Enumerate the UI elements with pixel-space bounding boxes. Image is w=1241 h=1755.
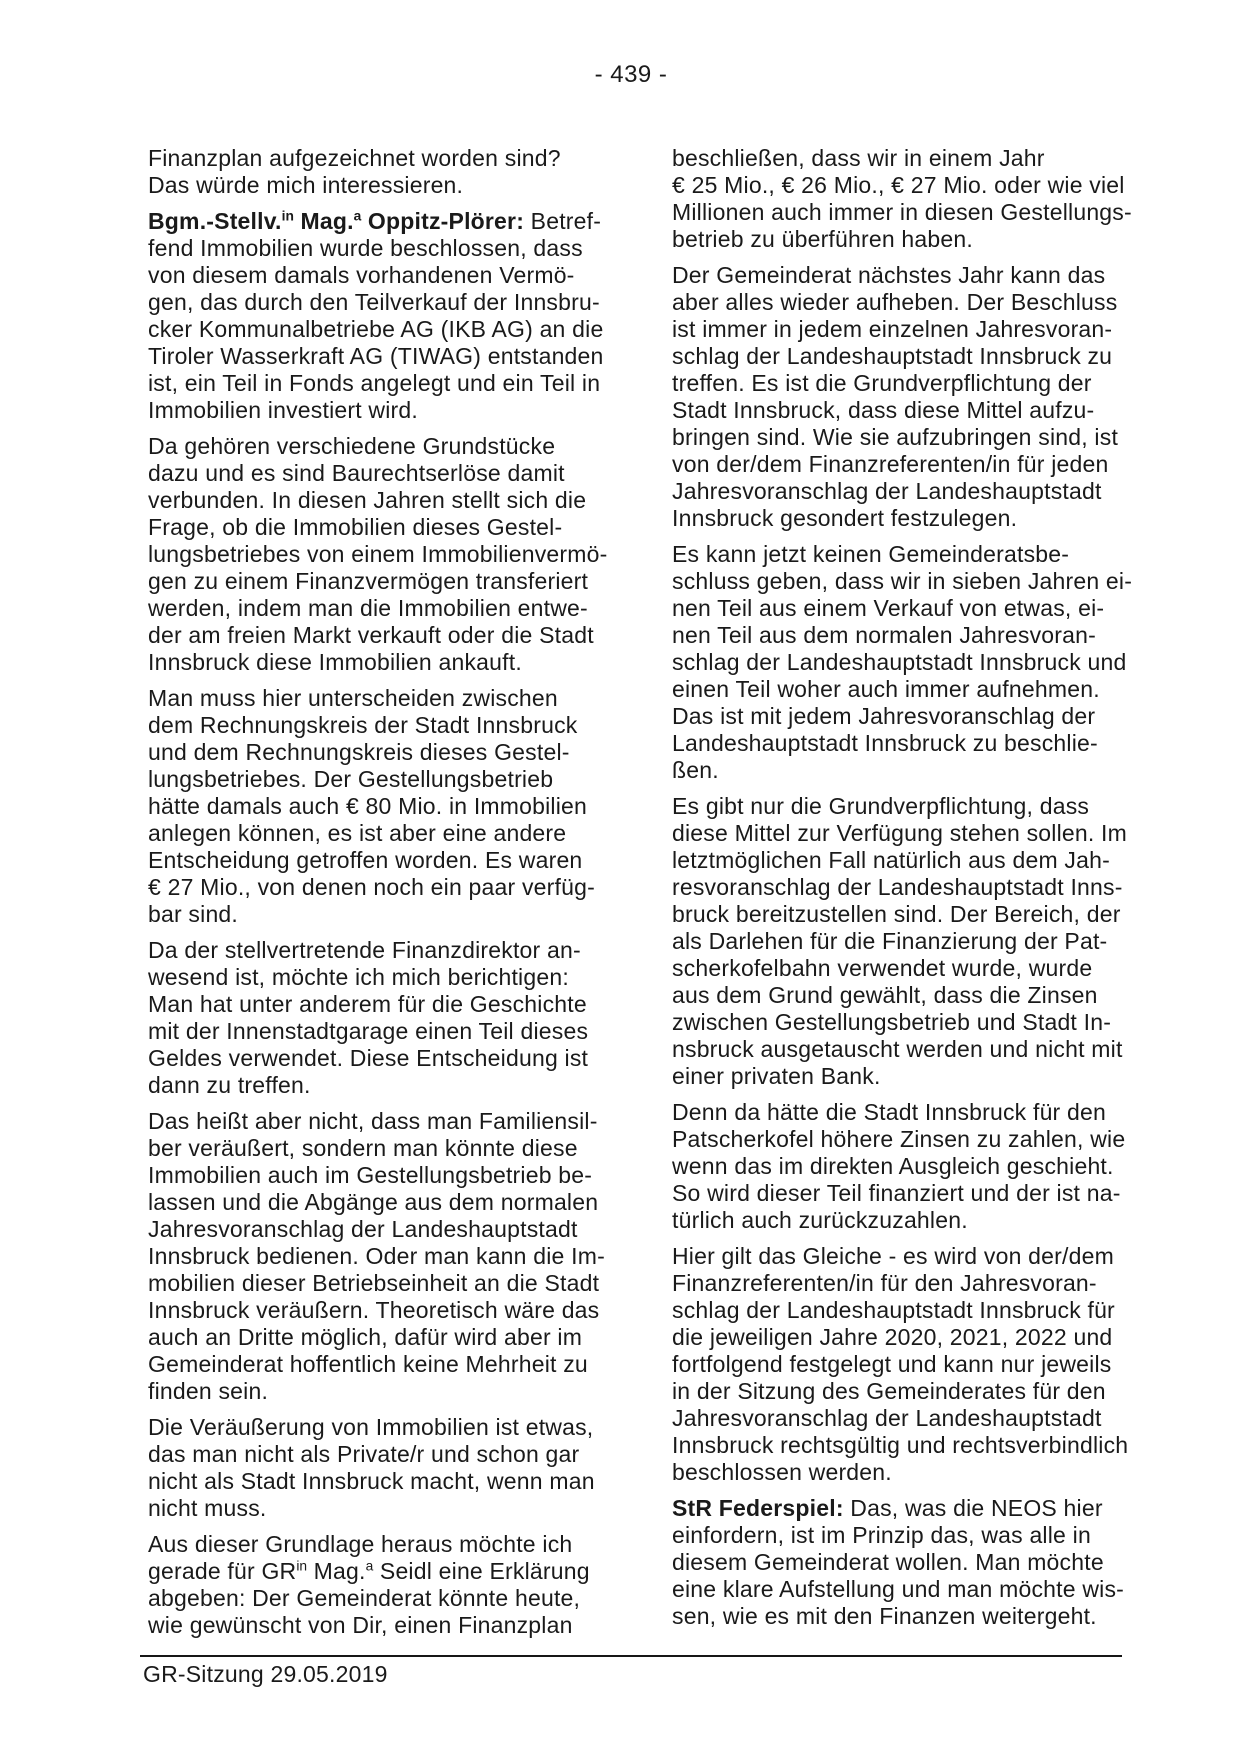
body-text: treffen. Es ist die Grundverpflichtung der xyxy=(672,370,1092,396)
text-line xyxy=(672,568,1133,595)
text-line xyxy=(672,262,1120,289)
text-line xyxy=(148,991,595,1018)
superscript-text: a xyxy=(365,1558,374,1574)
body-text: dann zu treffen. xyxy=(148,1072,311,1098)
body-text: Man hat unter anderem für die Geschichte xyxy=(148,991,587,1017)
body-text: das man nicht als Private/r und schon gar xyxy=(148,1441,580,1467)
body-text: einen Teil woher auch immer aufnehmen. xyxy=(672,676,1100,702)
text-line xyxy=(148,172,595,199)
footer-session-label: GR-Sitzung 29.05.2019 xyxy=(143,1661,388,1687)
body-text: letztmöglichen Fall natürlich aus dem Jah- xyxy=(672,847,1110,873)
body-text: Innsbruck diese Immobilien ankauft. xyxy=(148,649,522,675)
body-text: Hier gilt das Gleiche - es wird von der/dem xyxy=(672,1243,1114,1269)
text-line xyxy=(148,1378,595,1405)
body-text: Stadt Innsbruck, dass diese Mittel aufzu- xyxy=(672,397,1095,423)
body-text: finden sein. xyxy=(148,1378,269,1404)
body-text: Da der stellvertretende Finanzdirektor an- xyxy=(148,937,581,963)
body-text: lungsbetriebes von einem Immobilienvermö- xyxy=(148,541,608,567)
body-text: Immobilien auch im Gestellungsbetrieb be- xyxy=(148,1162,593,1188)
text-line xyxy=(148,262,595,289)
body-text: Da gehören verschiedene Grundstücke xyxy=(148,433,556,459)
body-text: abgeben: Der Gemeinderat könnte heute, xyxy=(148,1585,581,1611)
body-text: Das würde mich interessieren. xyxy=(148,172,464,198)
text-line xyxy=(672,397,1120,424)
body-text: lungsbetriebes. Der Gestellungsbetrieb xyxy=(148,766,554,792)
text-line xyxy=(672,1180,1120,1207)
body-text: beschlossen werden. xyxy=(672,1459,892,1485)
body-text: dem Rechnungskreis der Stadt Innsbruck xyxy=(148,712,578,738)
body-text: aus dem Grund gewählt, dass die Zinsen xyxy=(672,982,1098,1008)
body-text: der am freien Markt verkauft oder die Stadt xyxy=(148,622,594,648)
text-line xyxy=(148,964,595,991)
text-line xyxy=(672,1405,1120,1432)
body-text: fortfolgend festgelegt und kann nur jeweils xyxy=(672,1351,1112,1377)
body-text: Frage, ob die Immobilien dieses Gestel- xyxy=(148,514,563,540)
body-text: Geldes verwendet. Diese Entscheidung ist xyxy=(148,1045,589,1071)
body-text: dazu und es sind Baurechtserlöse damit xyxy=(148,460,565,486)
text-line xyxy=(148,235,595,262)
body-text: als Darlehen für die Finanzierung der Pat- xyxy=(672,928,1108,954)
paragraph xyxy=(672,541,1133,784)
body-text: schluss geben, dass wir in sieben Jahren ei- xyxy=(672,568,1133,594)
paragraph xyxy=(672,145,1132,253)
body-text: hätte damals auch € 80 Mio. in Immobilien xyxy=(148,793,588,819)
text-line xyxy=(148,649,595,676)
body-text: diese Mittel zur Verfügung stehen sollen. Im xyxy=(672,820,1127,846)
body-text: nicht als Stadt Innsbruck macht, wenn man xyxy=(148,1468,595,1494)
paragraph xyxy=(148,145,595,199)
body-text: Innsbruck rechtsgültig und rechtsverbindlich xyxy=(672,1432,1129,1458)
paragraph xyxy=(672,262,1120,532)
text-line xyxy=(672,793,1120,820)
body-text: sen, wie es mit den Finanzen weitergeht. xyxy=(672,1603,1097,1629)
body-text: türlich auch zurückzuzahlen. xyxy=(672,1207,968,1233)
speaker-name-text: Mag. xyxy=(293,208,354,234)
body-text: verbunden. In diesen Jahren stellt sich die xyxy=(148,487,587,513)
text-line xyxy=(148,1189,599,1216)
superscript-text: in xyxy=(296,1558,308,1574)
text-line xyxy=(672,451,1120,478)
body-text: Jahresvoranschlag der Landeshauptstadt xyxy=(672,1405,1102,1431)
text-line xyxy=(148,595,595,622)
text-line xyxy=(148,1072,595,1099)
body-text: beschließen, dass wir in einem Jahr xyxy=(672,145,1045,171)
text-line xyxy=(148,397,595,424)
body-text: Entscheidung getroffen worden. Es waren xyxy=(148,847,583,873)
text-line xyxy=(672,1378,1120,1405)
text-line xyxy=(672,541,1120,568)
body-text: Landeshauptstadt Innsbruck zu beschlie- xyxy=(672,730,1098,756)
text-line xyxy=(672,901,1120,928)
body-text: resvoranschlag der Landeshauptstadt Inns- xyxy=(672,874,1123,900)
text-line xyxy=(672,1495,1120,1522)
body-text: Immobilien investiert wird. xyxy=(148,397,418,423)
text-line xyxy=(148,433,595,460)
text-line xyxy=(148,568,595,595)
body-text: eine klare Aufstellung und man möchte wis- xyxy=(672,1576,1125,1602)
text-line xyxy=(148,289,600,316)
paragraph xyxy=(148,1414,595,1522)
body-text: € 27 Mio., von denen noch ein paar verfüg- xyxy=(148,874,595,900)
text-line xyxy=(148,1495,595,1522)
text-line xyxy=(672,676,1120,703)
text-line xyxy=(672,1324,1120,1351)
body-text: Man muss hier unterscheiden zwischen xyxy=(148,685,558,711)
text-line xyxy=(148,460,595,487)
text-line xyxy=(672,1576,1125,1603)
body-text: von diesem damals vorhandenen Vermö- xyxy=(148,262,575,288)
body-text: Denn da hätte die Stadt Innsbruck für den xyxy=(672,1099,1106,1125)
text-line xyxy=(148,712,595,739)
text-line xyxy=(672,505,1120,532)
body-text: Seidl eine Erklärung xyxy=(373,1558,590,1584)
body-text: Finanzplan aufgezeichnet worden sind? xyxy=(148,145,561,171)
paragraph xyxy=(148,1108,605,1405)
body-text: von der/dem Finanzreferenten/in für jeden xyxy=(672,451,1109,477)
text-line xyxy=(672,1207,1120,1234)
body-text: auch an Dritte möglich, dafür wird aber im xyxy=(148,1324,583,1350)
body-text: wesend ist, möchte ich mich berichtigen: xyxy=(148,964,569,990)
body-text: Die Veräußerung von Immobilien ist etwas, xyxy=(148,1414,594,1440)
body-text: schlag der Landeshauptstadt Innsbruck und xyxy=(672,649,1127,675)
footer-divider xyxy=(140,1655,1122,1657)
text-line xyxy=(672,1153,1120,1180)
text-line xyxy=(148,1351,595,1378)
text-line xyxy=(672,757,1120,784)
body-text: wenn das im direkten Ausgleich geschieht. xyxy=(672,1153,1114,1179)
paragraph xyxy=(148,937,595,1099)
text-line xyxy=(672,703,1120,730)
paragraph xyxy=(672,1243,1129,1486)
text-line xyxy=(672,1270,1120,1297)
body-text: lassen und die Abgänge aus dem normalen xyxy=(148,1189,599,1215)
body-text: Tiroler Wasserkraft AG (TIWAG) entstanden xyxy=(148,343,604,369)
text-line xyxy=(148,1441,595,1468)
body-text: € 25 Mio., € 26 Mio., € 27 Mio. oder wie viel xyxy=(672,172,1125,198)
speaker-name-text: Oppitz-Plörer: xyxy=(361,208,525,234)
body-text: Jahresvoranschlag der Landeshauptstadt xyxy=(148,1216,578,1242)
text-line xyxy=(672,478,1120,505)
text-line xyxy=(672,1459,1120,1486)
text-line xyxy=(672,595,1120,622)
text-line xyxy=(148,514,595,541)
paragraph xyxy=(148,1531,595,1639)
text-line xyxy=(672,955,1120,982)
text-line xyxy=(672,289,1120,316)
text-line xyxy=(672,316,1120,343)
text-line xyxy=(672,1603,1120,1630)
body-text: nicht muss. xyxy=(148,1495,267,1521)
text-line xyxy=(148,1135,595,1162)
text-line xyxy=(148,1324,595,1351)
text-line xyxy=(672,1432,1129,1459)
body-text: bringen sind. Wie sie aufzubringen sind, ist xyxy=(672,424,1119,450)
paragraph xyxy=(148,685,595,928)
body-text: ist immer in jedem einzelnen Jahresvoran- xyxy=(672,316,1113,342)
body-text: Der Gemeinderat nächstes Jahr kann das xyxy=(672,262,1106,288)
text-line xyxy=(148,1468,595,1495)
body-text: einer privaten Bank. xyxy=(672,1063,881,1089)
text-line xyxy=(148,1585,595,1612)
text-line xyxy=(148,793,595,820)
body-text: bar sind. xyxy=(148,901,239,927)
text-line xyxy=(148,937,595,964)
body-text: Jahresvoranschlag der Landeshauptstadt xyxy=(672,478,1102,504)
body-text: diesem Gemeinderat wollen. Man möchte xyxy=(672,1549,1104,1575)
body-text: in der Sitzung des Gemeinderates für den xyxy=(672,1378,1106,1404)
text-line xyxy=(672,226,1120,253)
body-text: gen zu einem Finanzvermögen transferiert xyxy=(148,568,589,594)
body-text: ber veräußert, sondern man könnte diese xyxy=(148,1135,578,1161)
text-line xyxy=(148,622,595,649)
text-line xyxy=(148,1414,595,1441)
text-line xyxy=(672,1522,1120,1549)
text-line xyxy=(148,1243,605,1270)
body-text: gerade für GR xyxy=(148,1558,297,1584)
text-line xyxy=(148,487,595,514)
text-line xyxy=(148,847,595,874)
text-line xyxy=(148,316,604,343)
text-line xyxy=(148,1297,600,1324)
body-text: ßen. xyxy=(672,757,719,783)
body-text: mit der Innenstadtgarage einen Teil dieses xyxy=(148,1018,589,1044)
body-text: Finanzreferenten/in für den Jahresvoran- xyxy=(672,1270,1097,1296)
text-line xyxy=(148,766,595,793)
text-line xyxy=(148,739,595,766)
text-line xyxy=(148,820,595,847)
body-text: Innsbruck gesondert festzulegen. xyxy=(672,505,1018,531)
text-line xyxy=(148,1018,595,1045)
body-text: Innsbruck veräußern. Theoretisch wäre das xyxy=(148,1297,600,1323)
text-line xyxy=(148,370,601,397)
text-line xyxy=(148,685,595,712)
body-text: wie gewünscht von Dir, einen Finanzplan xyxy=(148,1612,573,1638)
body-text: Betref- xyxy=(524,208,602,234)
text-line xyxy=(672,874,1123,901)
body-text: mobilien dieser Betriebseinheit an die Stadt xyxy=(148,1270,600,1296)
body-text: Das, was die NEOS hier xyxy=(843,1495,1103,1521)
text-line xyxy=(148,1558,595,1585)
text-line xyxy=(672,1126,1126,1153)
body-text: und dem Rechnungskreis dieses Gestel- xyxy=(148,739,570,765)
body-text: schlag der Landeshauptstadt Innsbruck zu xyxy=(672,343,1113,369)
text-line xyxy=(148,1216,595,1243)
text-line xyxy=(148,1270,600,1297)
text-line xyxy=(672,1549,1120,1576)
paragraph xyxy=(148,433,608,676)
speaker-name-text: in xyxy=(281,208,294,224)
body-text: schlag der Landeshauptstadt Innsbruck für xyxy=(672,1297,1115,1323)
body-text: So wird dieser Teil finanziert und der ist na- xyxy=(672,1180,1121,1206)
text-line xyxy=(148,208,602,235)
body-text: ist, ein Teil in Fonds angelegt und ein Teil in xyxy=(148,370,601,396)
body-text: Patscherkofel höhere Zinsen zu zahlen, wie xyxy=(672,1126,1126,1152)
text-line xyxy=(672,622,1120,649)
text-line xyxy=(672,172,1125,199)
body-text: nsbruck ausgetauscht werden und nicht mit xyxy=(672,1036,1123,1062)
body-text: Es gibt nur die Grundverpflichtung, dass xyxy=(672,793,1090,819)
text-line xyxy=(672,1063,1120,1090)
paragraph xyxy=(672,793,1127,1090)
text-line xyxy=(672,343,1120,370)
text-line xyxy=(672,199,1132,226)
text-line xyxy=(672,1351,1120,1378)
body-text: Das heißt aber nicht, dass man Familiensil- xyxy=(148,1108,598,1134)
speaker-name-text: StR Federspiel: xyxy=(672,1495,844,1521)
text-line xyxy=(672,847,1120,874)
text-line xyxy=(672,1243,1120,1270)
text-line xyxy=(672,820,1127,847)
speaker-name-text: a xyxy=(353,208,362,224)
text-line xyxy=(148,1612,595,1639)
body-text: nen Teil aus einem Verkauf von etwas, ei- xyxy=(672,595,1105,621)
text-line xyxy=(672,730,1120,757)
text-line xyxy=(672,1099,1120,1126)
paragraph xyxy=(672,1099,1126,1234)
text-line xyxy=(148,1531,595,1558)
body-text: Millionen auch immer in diesen Gestellungs- xyxy=(672,199,1132,225)
body-text: Innsbruck bedienen. Oder man kann die Im- xyxy=(148,1243,605,1269)
paragraph xyxy=(672,1495,1125,1630)
body-text: Es kann jetzt keinen Gemeinderatsbe- xyxy=(672,541,1070,567)
paragraph xyxy=(148,208,604,424)
body-text: gen, das durch den Teilverkauf der Innsbru- xyxy=(148,289,600,315)
body-text: Aus dieser Grundlage heraus möchte ich xyxy=(148,1531,573,1557)
page-number: - 439 - xyxy=(594,61,668,88)
body-text: die jeweiligen Jahre 2020, 2021, 2022 und xyxy=(672,1324,1113,1350)
text-line xyxy=(148,1108,598,1135)
text-line xyxy=(148,901,595,928)
text-line xyxy=(148,1162,595,1189)
text-line xyxy=(672,928,1120,955)
text-line xyxy=(148,874,595,901)
body-text: betrieb zu überführen haben. xyxy=(672,226,973,252)
text-line xyxy=(148,343,604,370)
text-line xyxy=(672,649,1127,676)
text-line xyxy=(672,1036,1123,1063)
body-text: aber alles wieder aufheben. Der Beschluss xyxy=(672,289,1118,315)
body-text: anlegen können, es ist aber eine andere xyxy=(148,820,567,846)
body-text: werden, indem man die Immobilien entwe- xyxy=(148,595,588,621)
body-text: einfordern, ist im Prinzip das, was alle in xyxy=(672,1522,1091,1548)
body-text: fend Immobilien wurde beschlossen, dass xyxy=(148,235,583,261)
text-line xyxy=(148,145,595,172)
right-column xyxy=(672,145,1133,1639)
speaker-name-text: Bgm.-Stellv. xyxy=(148,208,282,234)
body-text: nen Teil aus dem normalen Jahresvoran- xyxy=(672,622,1096,648)
body-text: Gemeinderat hoffentlich keine Mehrheit zu xyxy=(148,1351,588,1377)
body-text: zwischen Gestellungsbetrieb und Stadt In- xyxy=(672,1009,1112,1035)
body-text: Mag. xyxy=(307,1558,366,1584)
body-text: bruck bereitzustellen sind. Der Bereich, der xyxy=(672,901,1121,927)
text-line xyxy=(148,541,608,568)
text-line xyxy=(148,1045,595,1072)
text-line xyxy=(672,1297,1120,1324)
text-line xyxy=(672,424,1120,451)
left-column xyxy=(148,145,608,1648)
body-text: Das ist mit jedem Jahresvoranschlag der xyxy=(672,703,1096,729)
text-line xyxy=(672,145,1120,172)
text-line xyxy=(672,982,1120,1009)
body-text: scherkofelbahn verwendet wurde, wurde xyxy=(672,955,1093,981)
text-line xyxy=(672,1009,1120,1036)
body-text: cker Kommunalbetriebe AG (IKB AG) an die xyxy=(148,316,604,342)
text-line xyxy=(672,370,1120,397)
